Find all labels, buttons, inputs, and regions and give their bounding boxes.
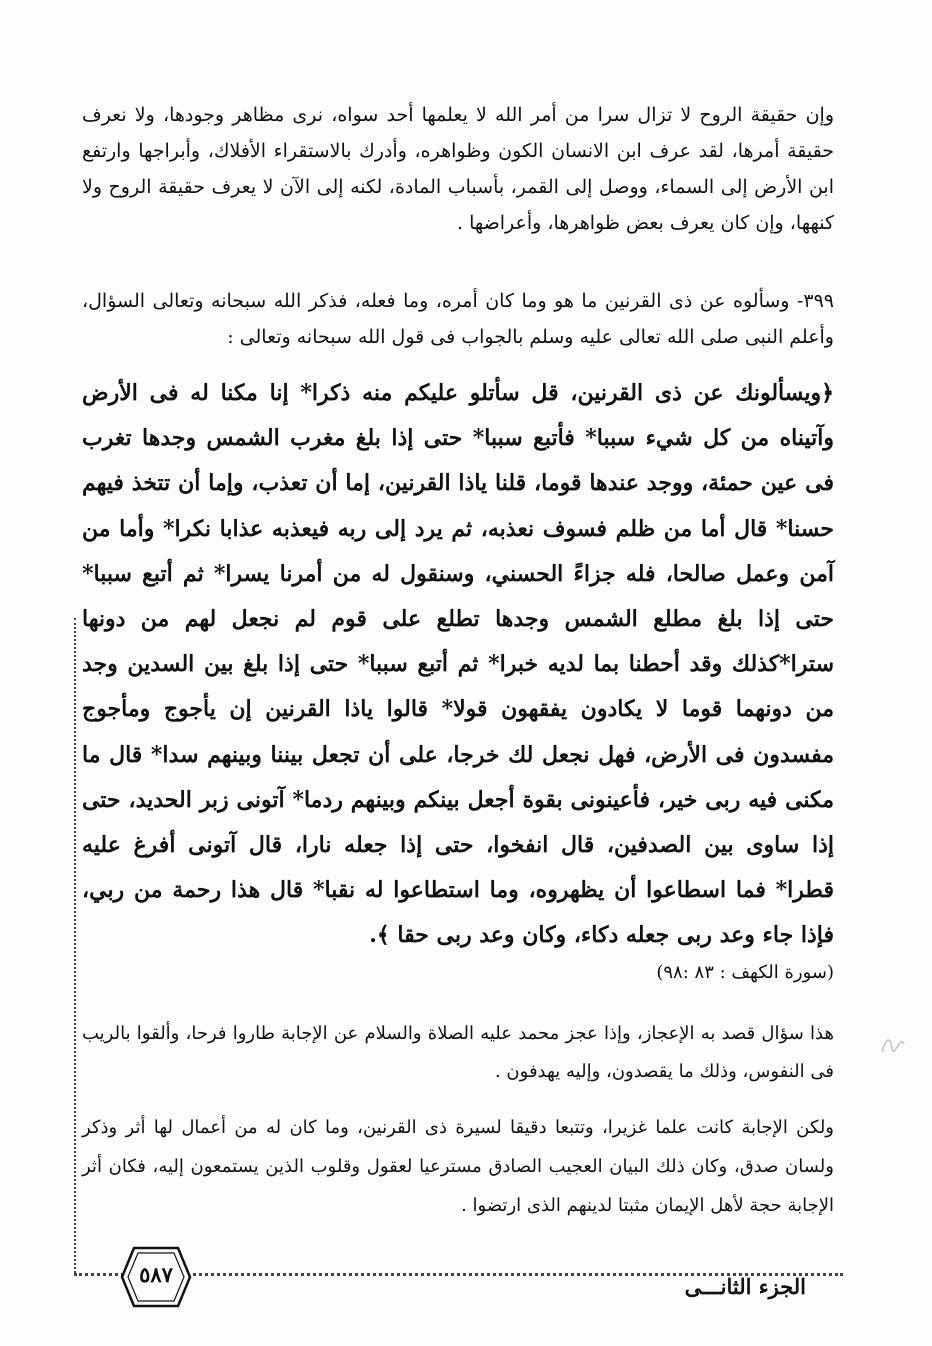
page-frame-left-border: [74, 618, 79, 1273]
paragraph-spirit: وإن حقيقة الروح لا تزال سرا من أمر الله لا يعلمها أحد سواه، نرى مظاهر وجودها، ولا نعرف حقيقة أمرها، لقد عرف ابن الانسان الكون وظواهره، وأدرك بالاستقراء الأفلاك، وأبراجها وارتفع ابن الأرض إلى السماء، ووصل إلى القمر، بأسباب المادة، لكنه إلى الآن لا يعرف حقيقة الروح ولا كنهها، وإن كان يعرف بعض ظواهرها، وأعراضها .: [82, 104, 834, 234]
paragraph-answer: ولكن الإجابة كانت علما غزيرا، وتتبعا دقيقا لسيرة ذى القرنين، وما كان له من أعمال لها أثر وذكر ولسان صدق، وكان ذلك البيان العجيب الصادق مسترعيا لعقول وقلوب الذين يستمعون إليه، فكان أثر الإجابة حجة لأهل الإيمان مثبتا لدينهم الذى ارتضوا .: [82, 1117, 834, 1216]
verse-reference: (سورة الكهف : ٨٣ :٩٨): [656, 962, 834, 983]
paragraph-question-dhul-qarnayn: ٣٩٩- وسألوه عن ذى القرنين ما هو وما كان أمره، وما فعله، فذكر الله سبحانه وتعالى السؤال، وأعلم النبى صلى الله تعالى عليه وسلم بالجواب فى قول الله سبحانه وتعالى :: [82, 290, 834, 348]
paragraph-challenge: هذا سؤال قصد به الإعجاز، وإذا عجز محمد عليه الصلاة والسلام عن الإجابة طاروا فرحا، وألقوا بالريب فى النفوس، وذلك ما يقصدون، وإليه يهدفون .: [82, 1023, 834, 1082]
quran-verse-block: ﴿ويسألونك عن ذى القرنين، قل سأتلو عليكم منه ذكرا* إنا مكنا له فى الأرض وآتيناه من كل شيء سببا* فأتبع سببا* حتى إذا بلغ مغرب الشمس وجدها تغرب فى عين حمئة، ووجد عندها قوما، قلنا ياذا القرنين، إما أن تعذب، وإما أن تتخذ فيهم حسنا* قال أما من ظلم فسوف نعذبه، ثم يرد إلى ربه فيعذبه عذابا نكرا* وأما من آمن وعمل صالحا، فله جزاءً الحسني، وسنقول له من أمرنا يسرا* ثم أتبع سببا* حتى إذا بلغ مطلع الشمس وجدها تطلع على قوم لم نجعل لهم من دونها سترا*كذلك وقد أحطنا بما لديه خبرا* ثم أتبع سببا* حتى إذا بلغ بين السدين وجد من دونهما قوما لا يكادون يفقهون قولا* قالوا ياذا القرنين إن يأجوج ومأجوج مفسدون فى الأرض، فهل نجعل لك خرجا، على أن تجعل بيننا وبينهم سدا* قال ما مكنى فيه ربى خير، فأعينونى بقوة أجعل بينكم وبينهم ردما* آتونى زبر الحديد، حتى إذا ساوى بين الصدفين، قال انفخوا، حتى إذا جعله نارا، قال آتونى أفرغ عليه قطرا* فما اسطاعوا أن يظهروه، وما استطاعوا له نقبا* قال هذا رحمة من ربي، فإذا جاء وعد ربى جعله دكاء، وكان وعد ربى حقا ﴾.: [82, 380, 835, 949]
part-label: الجزء الثانـــى: [684, 1274, 806, 1299]
page-number: ٥٨٧: [139, 1262, 173, 1287]
margin-scribble-icon: [878, 1028, 908, 1058]
